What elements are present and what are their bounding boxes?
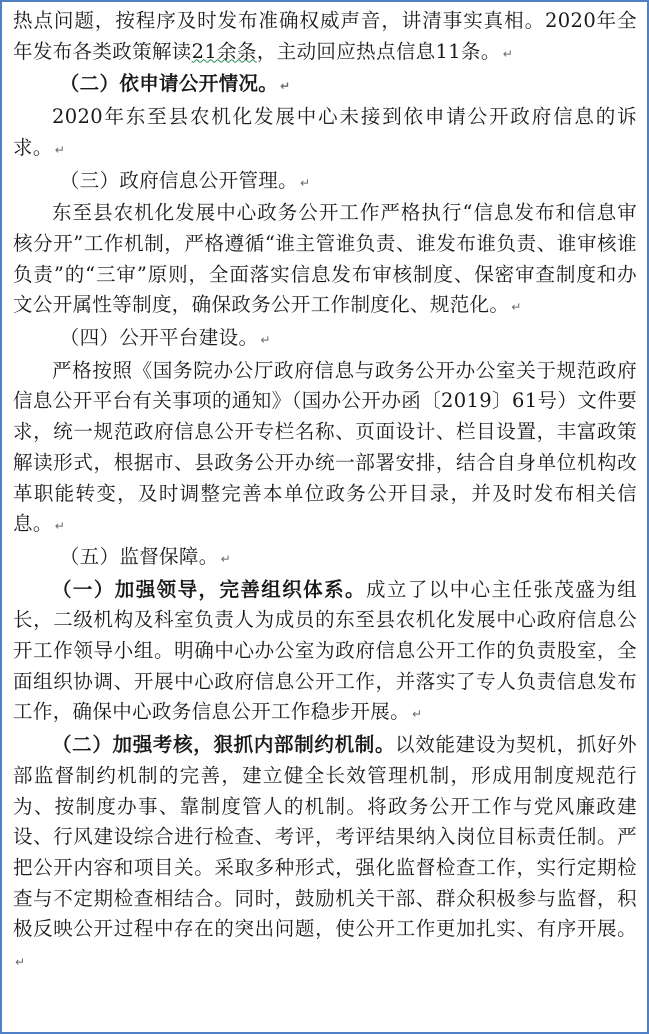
- heading-text: （五）监督保障。: [59, 544, 219, 568]
- paragraph-mark-icon: ↵: [54, 142, 65, 157]
- heading-text: （三）政府信息公开管理。: [59, 168, 298, 192]
- paragraph-text: 严格按照《国务院办公厅政府信息与政务公开办公室关于规范政府信息公开平台有关事项的通知》（国办公开办函〔2019〕61号）文件要求，统一规范政府信息公开专栏名称、页面设计、栏目设置，丰富政策解读形式，根据市、县政务公开办统一部署安排，结合自身单位机构改革职能转变，及时调整完善本单位政务公开目录，并及时发布相关信息。: [13, 358, 637, 536]
- paragraph-text: 成立了以中心主任张茂盛为组长，二级机构及科室负责人为成员的东至县农机化发展中心政府信息公开工作领导小组。明确中心办公室为政府信息公开工作的负责股室，全面组织协调、开展中心政府信息公开工作，并落实了专人负责信息发布工作，确保中心政务信息公开工作稳步开展。: [13, 577, 637, 724]
- paragraph-text: 以效能建设为契机，抓好外部监督制约机制的完善，建立健全长效管理机制，形成用制度规范行为、按制度办事、靠制度管人的机制。将政务公开工作与党风廉政建设、行风建设综合进行检查、考评，考评结果纳入岗位目标责任制。严把公开内容和项目关。采取多种形式，强化监督检查工作，实行定期检查与不定期检查相结合。同时，鼓励机关干部、群众积极参与监督，积极反映公开过程中存在的突出问题，使公开工作更加扎实、有序开展。: [13, 733, 637, 941]
- section-heading-supervision: [13, 542, 637, 575]
- paragraph-text: 热点问题，按程序及时发布准确权威声音，讲清事实真相。2020年全年发布各类政策解读: [13, 9, 637, 63]
- paragraph-management: [13, 198, 637, 323]
- heading-text: （二）依申请公开情况。: [59, 72, 279, 96]
- paragraph-application: [13, 102, 637, 165]
- paragraph-mark-icon: ↵: [502, 46, 513, 61]
- paragraph-assessment: [13, 730, 637, 978]
- section-heading-management: [13, 166, 637, 199]
- heading-text: （四）公开平台建设。: [59, 326, 259, 350]
- paragraph-text: 东至县农机化发展中心政务公开工作严格执行“信息发布和信息审核分开”工作机制，严格遵循“谁主管谁负责、谁发布谁负责、谁审核谁负责”的“三审”原则，全面落实信息发布审核制度、保密审查制度和办文公开属性等制度，确保政务公开工作制度化、规范化。: [13, 201, 637, 317]
- paragraph-hot-issues: [13, 6, 637, 69]
- section-heading-platform: [13, 323, 637, 356]
- paragraph-mark-icon: ↵: [300, 175, 311, 190]
- paragraph-lead-bold: （一）加强领导，完善组织体系。: [52, 577, 366, 601]
- paragraph-mark-icon: ↵: [280, 79, 291, 94]
- paragraph-mark-icon: ↵: [511, 300, 522, 315]
- paragraph-mark-icon: ↵: [412, 707, 423, 722]
- paragraph-text: 2020年东至县农机化发展中心未接到依申请公开政府信息的诉求。: [13, 105, 637, 159]
- paragraph-lead-bold: （二）加强考核，狠抓内部制约机制。: [52, 733, 396, 757]
- paragraph-mark-icon: ↵: [15, 955, 26, 970]
- section-heading-application: [13, 69, 637, 102]
- paragraph-text: ，主动回应热点信息11条。: [256, 39, 501, 63]
- spell-check-underline: 21余条: [191, 39, 257, 63]
- paragraph-mark-icon: ↵: [220, 551, 231, 566]
- paragraph-leadership: [13, 575, 637, 731]
- paragraph-platform: [13, 356, 637, 542]
- paragraph-mark-icon: ↵: [260, 333, 271, 348]
- paragraph-mark-icon: ↵: [54, 519, 65, 534]
